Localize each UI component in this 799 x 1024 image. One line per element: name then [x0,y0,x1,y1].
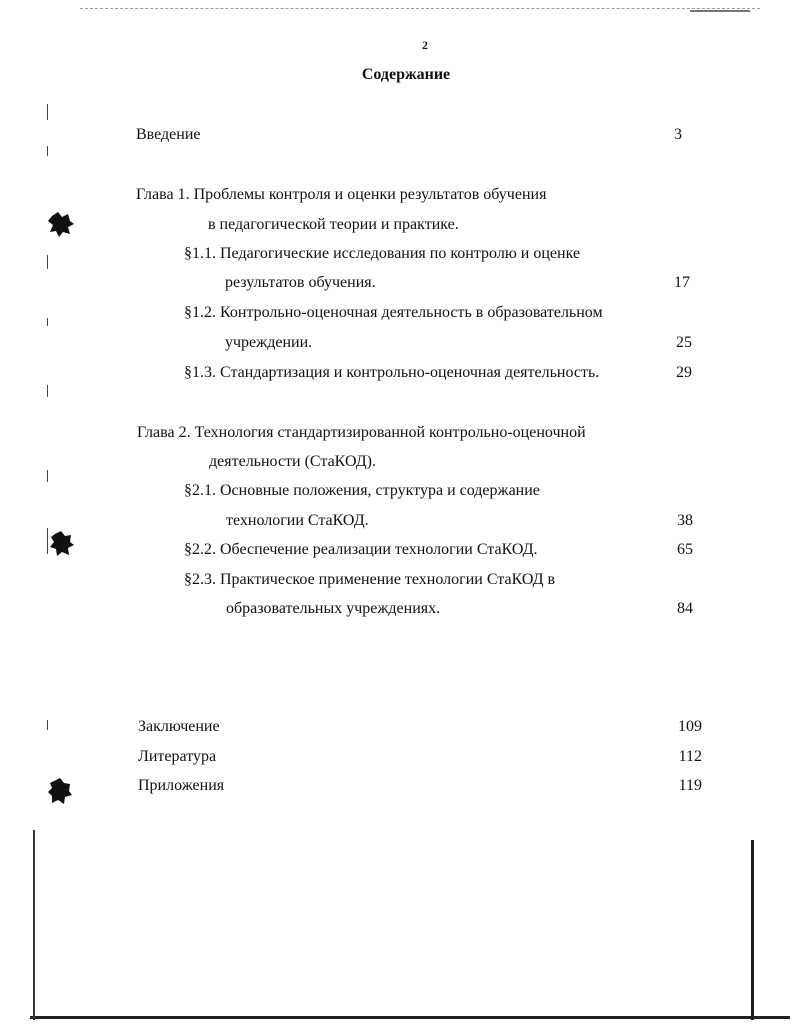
toc-page-number: 119 [678,777,702,794]
scan-tick [47,470,48,482]
toc-page-number: 17 [674,274,690,291]
scan-edge-top-mark [690,10,750,12]
toc-page-number: 84 [677,600,693,617]
punch-hole-mark [48,210,74,238]
toc-page-number: 112 [678,748,702,765]
scan-edge-left [33,830,35,1020]
toc-entry-chapter-1-cont: в педагогической теории и практике. [208,216,459,233]
toc-entry-section-1-1: §1.1. Педагогические исследования по контролю и оценке [184,245,581,262]
scan-tick [47,146,48,156]
toc-page-number: 109 [678,718,702,735]
toc-page-number: 29 [676,364,692,381]
scan-tick [47,318,48,326]
toc-entry-section-1-1-cont: результатов обучения. [225,274,376,291]
punch-hole-mark [48,778,72,804]
toc-entry-section-2-2: §2.2. Обеспечение реализации технологии СтаКОД. [184,541,538,558]
scan-edge-right [751,840,754,1020]
scan-tick [47,255,48,269]
scan-tick [47,104,48,120]
punch-hole-mark [50,530,74,556]
scan-edge-top [80,8,760,9]
toc-entry-section-1-3: §1.3. Стандартизация и контрольно-оценочная деятельность. [184,364,600,381]
scan-edge-bottom [30,1016,790,1019]
toc-page-number: 65 [677,541,693,558]
toc-entry-section-1-2: §1.2. Контрольно-оценочная деятельность в образовательном [184,304,603,321]
toc-entry-section-2-1-cont: технологии СтаКОД. [226,512,369,529]
toc-page-number: 25 [676,334,692,351]
toc-entry-chapter-2-cont: деятельности (СтаКОД). [209,453,376,470]
toc-page-number: 3 [674,126,682,143]
toc-entry-section-2-3: §2.3. Практическое применение технологии СтаКОД в [184,571,556,588]
scan-tick [47,720,48,730]
scan-tick [47,385,48,397]
toc-entry-section-2-1: §2.1. Основные положения, структура и содержание [184,482,540,499]
toc-entry-chapter-2: Глава 2. Технология стандартизированной контрольно-оценочной [137,424,586,441]
toc-entry-section-1-2-cont: учреждении. [225,334,313,351]
page-title: Содержание [361,66,451,83]
toc-entry-conclusion: Заключение [138,718,220,735]
toc-entry-literature: Литература [138,748,217,765]
toc-entry-appendices: Приложения [138,777,225,794]
toc-entry-section-2-3-cont: образовательных учреждениях. [226,600,441,617]
scan-tick [47,528,48,554]
toc-page-number: 38 [677,512,693,529]
toc-entry-introduction: Введение [136,126,201,143]
toc-entry-chapter-1: Глава 1. Проблемы контроля и оценки результатов обучения [136,186,547,203]
page-number: 2 [422,38,428,52]
